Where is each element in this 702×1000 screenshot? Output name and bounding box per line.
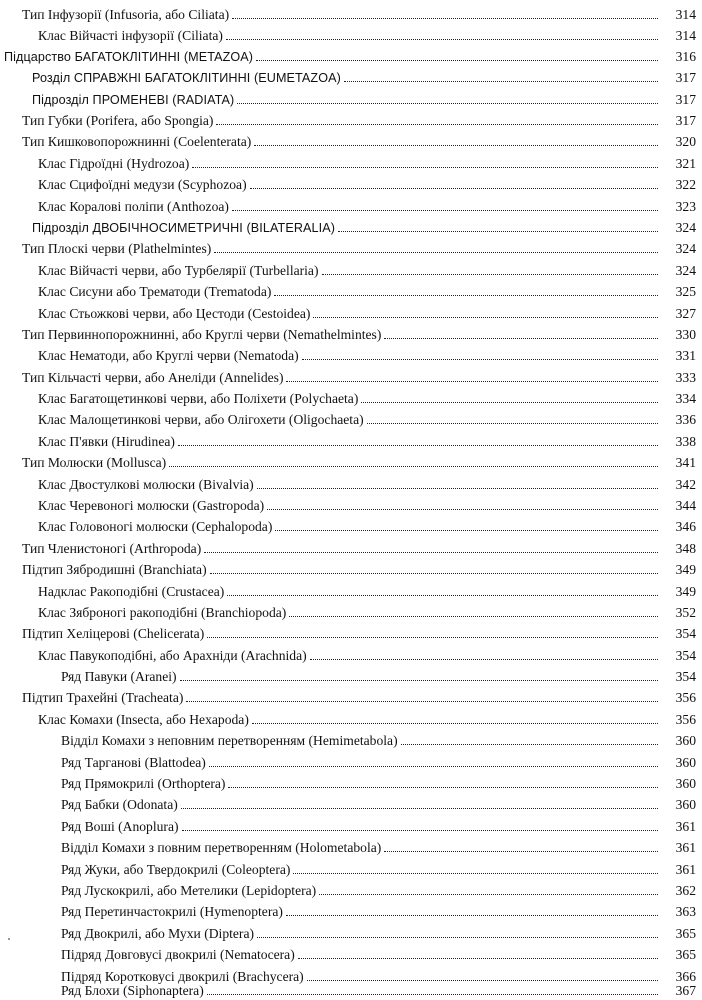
toc-entry-title: Тип Кишковопорожнинні (Coelenterata) <box>22 134 252 149</box>
toc-entry-page: 360 <box>675 776 696 791</box>
toc-entry <box>32 66 696 86</box>
dot-leader <box>313 317 658 318</box>
toc-entry-title: Тип Членистоногі (Arthropoda) <box>22 541 202 556</box>
toc-entry-page: 349 <box>675 562 696 577</box>
dot-leader <box>401 744 658 745</box>
dot-leader <box>186 701 658 702</box>
toc-entry-page: 362 <box>675 883 696 898</box>
toc-entry <box>61 943 696 963</box>
scan-speck <box>8 938 10 940</box>
toc-entry-title: Розділ СПРАВЖНІ БАГАТОКЛІТИННІ (EUMETAZOA) <box>32 71 341 85</box>
toc-entry-title: Клас Малощетинкові черви, або Олігохети (Oligochaeta) <box>38 412 364 427</box>
toc-entry-title: Клас Коралові поліпи (Anthozoa) <box>38 199 229 214</box>
toc-entry-title: Тип Кільчасті черви, або Анеліди (Annelides) <box>22 370 284 385</box>
dot-leader <box>289 616 658 617</box>
dot-leader <box>319 894 658 895</box>
dot-leader <box>180 680 658 681</box>
toc-entry-page: 365 <box>675 926 696 941</box>
toc-entry-title: Ряд Жуки, або Твердокрилі (Coleoptera) <box>61 862 291 877</box>
toc-entry <box>22 3 696 23</box>
toc-entry <box>38 408 696 428</box>
toc-entry-page: 327 <box>675 306 696 321</box>
toc-entry-page: 316 <box>675 49 696 64</box>
toc-entry-title: Ряд Бабки (Odonata) <box>61 797 178 812</box>
dot-leader <box>367 423 658 424</box>
dot-leader <box>252 723 658 724</box>
toc-entry-title: Підряд Довговусі двокрилі (Nematocera) <box>61 947 295 962</box>
dot-leader <box>214 252 658 253</box>
toc-entry-title: Клас П'явки (Hirudinea) <box>38 434 175 449</box>
toc-entry <box>22 537 696 557</box>
dot-leader <box>178 445 658 446</box>
toc-entry <box>22 109 696 129</box>
toc-entry-page: 360 <box>675 733 696 748</box>
dot-leader <box>232 210 658 211</box>
toc-entry <box>61 751 696 771</box>
toc-entry-page: 360 <box>675 755 696 770</box>
toc-entry-page: 354 <box>675 648 696 663</box>
dot-leader <box>254 145 658 146</box>
toc-entry-title: Клас Стьожкові черви, або Цестоди (Cestoidea) <box>38 306 311 321</box>
toc-entry-page: 344 <box>675 498 696 513</box>
toc-entry-title: Клас Нематоди, або Круглі черви (Nematoda) <box>38 348 299 363</box>
toc-entry <box>32 88 696 108</box>
toc-entry-title: Надклас Ракоподібні (Crustacea) <box>38 584 225 599</box>
toc-entry-title: Тип Інфузорії (Infusoria, або Ciliata) <box>22 7 230 22</box>
toc-entry-title: Клас Гідроїдні (Hydrozoa) <box>38 156 190 171</box>
toc-entry <box>38 195 696 215</box>
toc-entry <box>61 836 696 856</box>
toc-entry-title: Ряд Лускокрилі, або Метелики (Lepidoptera) <box>61 883 317 898</box>
toc-entry-page: 325 <box>675 284 696 299</box>
toc-entry <box>22 366 696 386</box>
toc-entry-page: 352 <box>675 605 696 620</box>
toc-entry <box>4 45 696 65</box>
dot-leader <box>298 958 658 959</box>
toc-entry-page: 341 <box>675 455 696 470</box>
toc-entry-title: Клас Війчасті інфузорії (Ciliata) <box>38 28 223 43</box>
toc-entry-page: 363 <box>675 904 696 919</box>
toc-entry-page: 317 <box>675 70 696 85</box>
toc-entry-title: Ряд Воші (Anoplura) <box>61 819 179 834</box>
toc-entry <box>38 24 696 44</box>
toc-entry <box>22 130 696 150</box>
dot-leader <box>209 766 658 767</box>
toc-entry-title: Клас Сцифоїдні медузи (Scyphozoa) <box>38 177 247 192</box>
toc-entry <box>61 900 696 920</box>
toc-entry-title: Підрозділ ДВОБІЧНОСИМЕТРИЧНІ (BILATERALIA) <box>32 221 336 235</box>
toc-entry <box>61 665 696 685</box>
toc-entry <box>38 580 696 600</box>
toc-entry <box>22 686 696 706</box>
toc-entry-page: 333 <box>675 370 696 385</box>
dot-leader <box>226 39 658 40</box>
toc-entry <box>38 708 696 728</box>
toc-entry-page: 365 <box>675 947 696 962</box>
dot-leader <box>310 659 658 660</box>
toc-entry-title: Клас Війчасті черви, або Турбелярії (Turbellaria) <box>38 263 319 278</box>
dot-leader <box>384 338 658 339</box>
toc-entry-title: Ряд Перетинчастокрилі (Hymenoptera) <box>61 904 283 919</box>
dot-leader <box>182 830 658 831</box>
dot-leader <box>216 124 658 125</box>
dot-leader <box>207 994 658 995</box>
toc-entry-page: 314 <box>675 28 696 43</box>
toc-entry-title: Клас Павукоподібні, або Арахніди (Arachnida) <box>38 648 307 663</box>
toc-entry-title: Клас Зяброногі ракоподібні (Branchiopoda) <box>38 605 287 620</box>
toc-entry-title: Підтип Хеліцерові (Chelicerata) <box>22 626 205 641</box>
toc-entry-page: 336 <box>675 412 696 427</box>
toc-entry-page: 321 <box>675 156 696 171</box>
toc-entry-page: 354 <box>675 669 696 684</box>
toc-entry-page: 324 <box>675 220 696 235</box>
dot-leader <box>286 381 658 382</box>
toc-entry-page: 324 <box>675 241 696 256</box>
dot-leader <box>302 359 658 360</box>
dot-leader <box>169 466 658 467</box>
dot-leader <box>181 808 658 809</box>
toc-entry <box>61 858 696 878</box>
dot-leader <box>384 851 658 852</box>
toc-entry <box>22 451 696 471</box>
toc-entry-title: Клас Сисуни або Трематоди (Trematoda) <box>38 284 272 299</box>
toc-entry <box>38 387 696 407</box>
toc-entry-page: 314 <box>675 7 696 22</box>
dot-leader <box>227 595 658 596</box>
toc-entry-title: Ряд Двокрилі, або Мухи (Diptera) <box>61 926 255 941</box>
toc-entry <box>38 644 696 664</box>
toc-entry-page: 367 <box>675 983 696 998</box>
toc-entry-page: 330 <box>675 327 696 342</box>
dot-leader <box>275 530 658 531</box>
toc-entry-page: 317 <box>675 113 696 128</box>
toc-entry <box>38 430 696 450</box>
toc-entry-page: 342 <box>675 477 696 492</box>
toc-entry-title: Тип Молюски (Mollusca) <box>22 455 167 470</box>
dot-leader <box>257 937 658 938</box>
toc-entry-title: Відділ Комахи з неповним перетворенням (Hemimetabola) <box>61 733 398 748</box>
toc-entry-page: 366 <box>675 969 696 984</box>
toc-entry <box>61 772 696 792</box>
toc-entry <box>38 515 696 535</box>
toc-entry-title: Підцарство БАГАТОКЛІТИННІ (METAZOA) <box>4 50 254 64</box>
toc-entry-page: 324 <box>675 263 696 278</box>
toc-entry <box>38 473 696 493</box>
dot-leader <box>237 103 658 104</box>
toc-entry <box>38 494 696 514</box>
toc-entry <box>38 302 696 322</box>
dot-leader <box>286 915 658 916</box>
dot-leader <box>274 295 658 296</box>
toc-entry-page: 356 <box>675 712 696 727</box>
toc-entry-title: Підтип Трахейні (Tracheata) <box>22 690 184 705</box>
toc-entry-page: 317 <box>675 92 696 107</box>
toc-entry-title: Тип Плоскі черви (Plathelmintes) <box>22 241 212 256</box>
dot-leader <box>256 60 658 61</box>
toc-entry-title: Ряд Павуки (Aranei) <box>61 669 177 684</box>
dot-leader <box>293 873 658 874</box>
toc-entry-page: 361 <box>675 862 696 877</box>
toc-entry-page: 322 <box>675 177 696 192</box>
toc-entry-title: Клас Двостулкові молюски (Bivalvia) <box>38 477 254 492</box>
toc-entry-title: Ряд Тарганові (Blattodea) <box>61 755 206 770</box>
toc-entry <box>61 793 696 813</box>
toc-entry-page: 361 <box>675 840 696 855</box>
toc-entry-page: 334 <box>675 391 696 406</box>
toc-entry-page: 354 <box>675 626 696 641</box>
toc-entry-page: 323 <box>675 199 696 214</box>
toc-entry-page: 360 <box>675 797 696 812</box>
toc-entry <box>38 344 696 364</box>
toc-entry-page: 349 <box>675 584 696 599</box>
toc-entry-page: 361 <box>675 819 696 834</box>
toc-entry-page: 331 <box>675 348 696 363</box>
toc-entry-title: Підтип Зябродишні (Branchiata) <box>22 562 207 577</box>
dot-leader <box>267 509 658 510</box>
toc-entry <box>22 558 696 578</box>
toc-entry-page: 320 <box>675 134 696 149</box>
toc-entry <box>61 729 696 749</box>
toc-entry-page: 348 <box>675 541 696 556</box>
toc-entry <box>61 879 696 899</box>
toc-entry-title: Підряд Коротковусі двокрилі (Brachycera) <box>61 969 304 984</box>
toc-entry <box>38 152 696 172</box>
toc-entry <box>22 237 696 257</box>
toc-entry <box>38 280 696 300</box>
toc-entry <box>61 979 696 999</box>
dot-leader <box>232 18 658 19</box>
toc-entry-page: 338 <box>675 434 696 449</box>
toc-entry-title: Клас Комахи (Insecta, або Hexapoda) <box>38 712 249 727</box>
toc-entry-title: Клас Головоногі молюски (Cephalopoda) <box>38 519 273 534</box>
dot-leader <box>344 81 658 82</box>
toc-entry-title: Клас Багатощетинкові черви, або Поліхети (Polychaeta) <box>38 391 359 406</box>
dot-leader <box>207 637 658 638</box>
dot-leader <box>361 402 658 403</box>
toc-entry <box>61 815 696 835</box>
dot-leader <box>192 167 658 168</box>
toc-entry <box>38 173 696 193</box>
dot-leader <box>250 188 658 189</box>
toc-entry-title: Ряд Прямокрилі (Orthoptera) <box>61 776 226 791</box>
dot-leader <box>228 787 658 788</box>
toc-entry-title: Тип Губки (Porifera, або Spongia) <box>22 113 214 128</box>
toc-entry <box>38 259 696 279</box>
toc-entry-page: 346 <box>675 519 696 534</box>
toc-entry-page: 356 <box>675 690 696 705</box>
toc-entry <box>22 323 696 343</box>
dot-leader <box>204 552 658 553</box>
toc-entry-title: Підрозділ ПРОМЕНЕВІ (RADIATA) <box>32 93 235 107</box>
dot-leader <box>210 573 658 574</box>
dot-leader <box>322 274 659 275</box>
toc-entry <box>61 922 696 942</box>
dot-leader <box>257 488 658 489</box>
toc-entry-title: Клас Черевоногі молюски (Gastropoda) <box>38 498 265 513</box>
toc-entry-title: Ряд Блохи (Siphonaptera) <box>61 983 204 998</box>
toc-entry <box>38 601 696 621</box>
dot-leader <box>338 231 658 232</box>
toc-entry-title: Тип Первиннопорожнинні, або Круглі черви (Nemathelmintes) <box>22 327 382 342</box>
toc-entry <box>32 216 696 236</box>
toc-entry <box>22 622 696 642</box>
toc-entry-title: Відділ Комахи з повним перетворенням (Holometabola) <box>61 840 382 855</box>
